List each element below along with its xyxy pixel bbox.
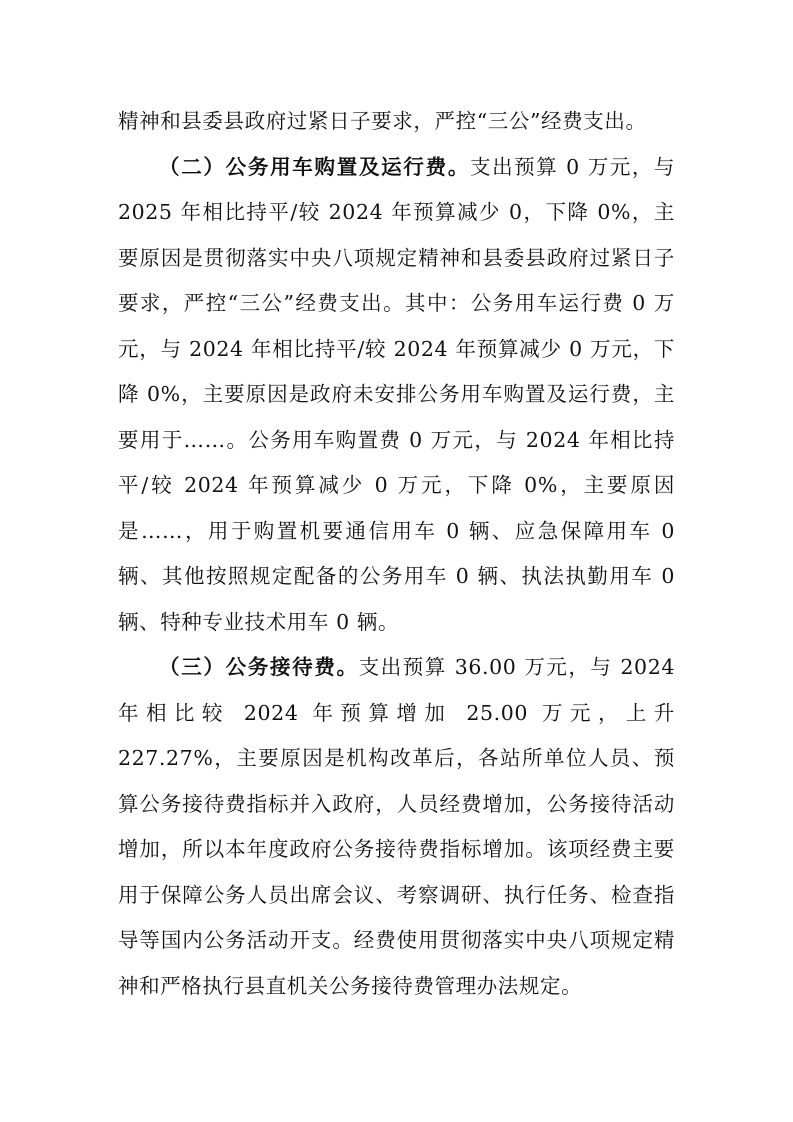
paragraph-text: 精神和县委县政府过紧日子要求，严控“三公”经费支出。 <box>118 109 647 133</box>
paragraph-vehicle-expenses <box>118 145 675 646</box>
section-heading-vehicle: （二）公务用车购置及运行费。 <box>159 154 471 179</box>
paragraph-text: 支出预算 36.00 万元，与 2024 年相比较 2024 年预算增加 25.00 万元，上升 227.27%，主要原因是机构改革后，各站所单位人员、预算公务接待费指标并入政府，人员经费增加，公务接待活动增加，所以本年度政府公务接待费指标增加。该项经费主要用于保障公务人员出席会议、考察调研、执行任务、检查指导等国内公务活动开支。经费使用贯彻落实中央八项规定精神和严格执行县直机关公务接待费管理办法规定。 <box>118 655 675 998</box>
paragraph-text: 支出预算 0 万元，与 2025 年相比持平/较 2024 年预算减少 0，下降 0%，主要原因是贯彻落实中央八项规定精神和县委县政府过紧日子要求，严控“三公”经费支出。其中：公务用车运行费 0 万元，与 2024 年相比持平/较 2024 年预算减少 0 万元，下降 0%，主要原因是政府未安排公务用车购置及运行费，主要用于……。公务用车购置费 0 万元，与 2024 年相比持平/较 2024 年预算减少 0 万元，下降 0%，主要原因是……，用于购置机要通信用车 0 辆、应急保障用车 0 辆、其他按照规定配备的公务用车 0 辆、执法执勤用车 0 辆、特种专业技术用车 0 辆。 <box>118 154 675 634</box>
paragraph-reception-expenses <box>118 645 675 1009</box>
paragraph-continuation <box>118 99 675 145</box>
document-body <box>118 99 675 1009</box>
section-heading-reception: （三）公务接待费。 <box>159 655 359 679</box>
